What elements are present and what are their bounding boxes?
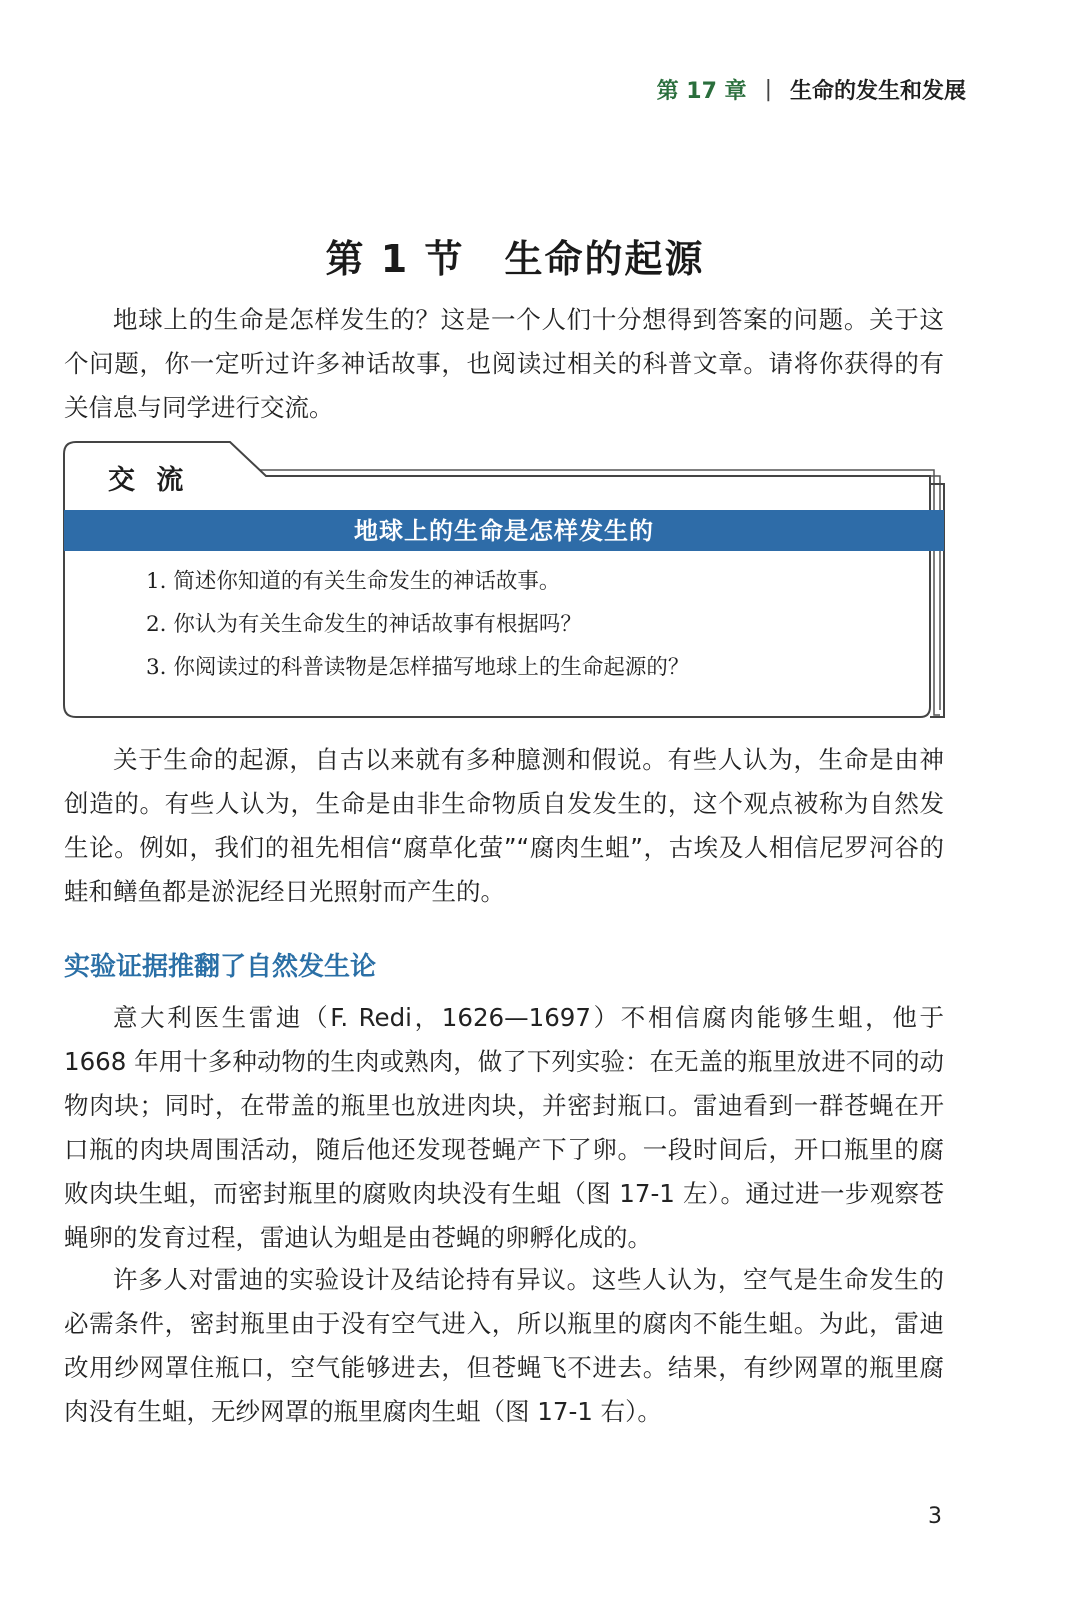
page-number: 3: [928, 1504, 942, 1529]
chapter-number: 第 17 章: [656, 79, 747, 104]
objection-paragraph: 许多人对雷迪的实验设计及结论持有异议。这些人认为，空气是生命发生的必需条件，密封瓶里由于没有空气进入，所以瓶里的腐肉不能生蛆。为此，雷迪改用纱网罩住瓶口，空气能够进去，但苍蝇飞不进去。结果，有纱网罩的瓶里腐肉没有生蛆，无纱网罩的瓶里腐肉生蛆（图 17-1 右）。: [64, 1265, 944, 1426]
redi-paragraph: 意大利医生雷迪（F. Redi，1626—1697）不相信腐肉能够生蛆，他于 1668 年用十多种动物的生肉或熟肉，做了下列实验：在无盖的瓶里放进不同的动物肉块；同时，在带盖的瓶里也放进肉块，并密封瓶口。雷迪看到一群苍蝇在开口瓶的肉块周围活动，随后他还发现苍蝇产下了卵。一段时间后，开口瓶里的腐败肉块生蛆，而密封瓶里的腐败肉块没有生蛆（图 17-1 左）。通过进一步观察苍蝇卵的发育过程，雷迪认为蛆是由苍蝇的卵孵化成的。: [64, 1003, 944, 1252]
header-separator: |: [764, 77, 772, 102]
question-item: 1. 简述你知道的有关生命发生的神话故事。: [146, 569, 561, 594]
discussion-topic-band: 地球上的生命是怎样发生的: [64, 510, 944, 551]
question-item: 3. 你阅读过的科普读物是怎样描写地球上的生命起源的？: [146, 655, 690, 680]
discussion-questions: [146, 560, 906, 689]
section-title: 第 1 节 生命的起源: [325, 237, 705, 281]
subheading: 实验证据推翻了自然发生论: [64, 952, 377, 982]
origin-paragraph: 关于生命的起源，自古以来就有多种臆测和假说。有些人认为，生命是由神创造的。有些人认为，生命是由非生命物质自发发生的，这个观点被称为自然发生论。例如，我们的祖先相信“腐草化萤”“腐肉生蛆”，古埃及人相信尼罗河谷的蛙和鳝鱼都是淤泥经日光照射而产生的。: [64, 745, 944, 906]
intro-paragraph: 地球上的生命是怎样发生的？这是一个人们十分想得到答案的问题。关于这个问题，你一定听过许多神话故事，也阅读过相关的科普文章。请将你获得的有关信息与同学进行交流。: [64, 305, 944, 422]
chapter-title: 生命的发生和发展: [789, 79, 966, 104]
question-item: 2. 你认为有关生命发生的神话故事有根据吗？: [146, 612, 582, 637]
discussion-label: 交 流: [108, 465, 190, 496]
